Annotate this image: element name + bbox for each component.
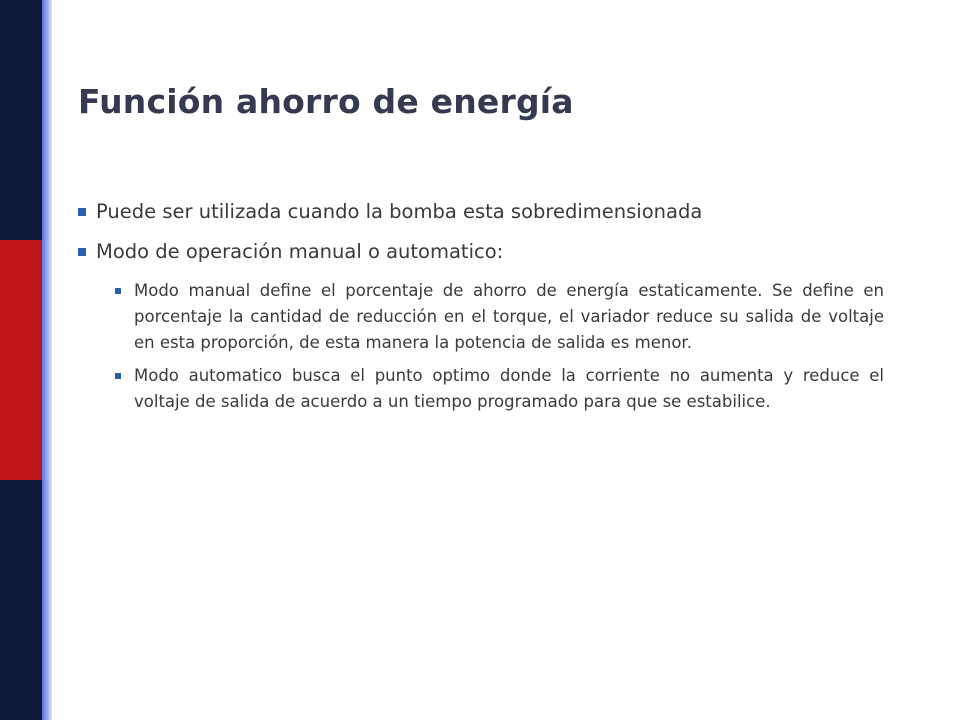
square-bullet-icon bbox=[78, 248, 86, 256]
sub-bullet-item-1 bbox=[78, 278, 884, 356]
bullet-item-2 bbox=[78, 238, 884, 265]
sidebar-red-block bbox=[0, 240, 42, 480]
sidebar-navy-bottom bbox=[0, 480, 42, 720]
slide-content bbox=[78, 198, 884, 422]
sub-bullet-item-2 bbox=[78, 363, 884, 415]
bullet-text-2: Modo de operación manual o automatico: bbox=[96, 240, 504, 263]
sub-bullet-text-1: Modo manual define el porcentaje de ahorro de energía estaticamente. Se define en porcentaje la cantidad de reducción en el torque, el variador reduce su salida de voltaje en esta proporción, de esta manera la potencia de salida es menor. bbox=[134, 281, 884, 352]
square-bullet-icon bbox=[115, 288, 121, 294]
sidebar-navy-top bbox=[0, 0, 42, 240]
bullet-item-1 bbox=[78, 198, 884, 225]
bullet-text-1: Puede ser utilizada cuando la bomba esta sobredimensionada bbox=[96, 200, 703, 223]
sub-bullet-text-2: Modo automatico busca el punto optimo donde la corriente no aumenta y reduce el voltaje de salida de acuerdo a un tiempo programado para que se estabilice. bbox=[134, 366, 884, 411]
sidebar-blue-gradient-stripe bbox=[42, 0, 52, 720]
square-bullet-icon bbox=[115, 373, 121, 379]
square-bullet-icon bbox=[78, 208, 86, 216]
slide-title: Función ahorro de energía bbox=[78, 82, 574, 121]
slide-sidebar-decoration bbox=[0, 0, 52, 720]
